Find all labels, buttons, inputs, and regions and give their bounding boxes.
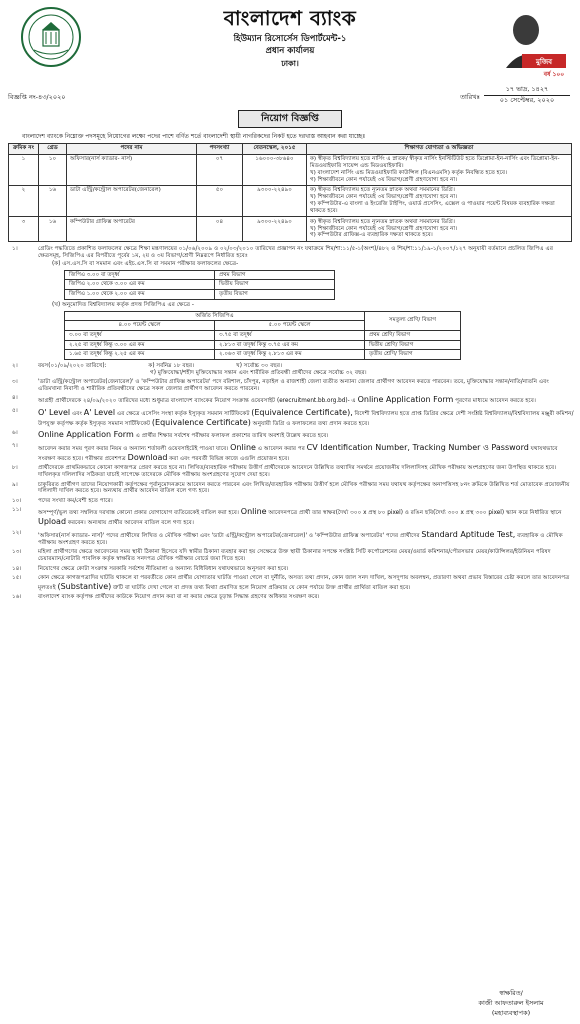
substantive-text: (Substantive) (57, 582, 112, 591)
item-number: ১৩। (12, 549, 22, 556)
item-number: ১২। (12, 529, 22, 536)
item-text: এ আবেদন করার পর (257, 445, 305, 452)
city-name: ঢাকা। (281, 59, 299, 68)
mujib-borsho-portrait (496, 8, 570, 80)
col-qualification: শিক্ষাগত যোগ্যতা ও অভিজ্ঞতা (307, 143, 572, 154)
cell-scale: ৯৩০০-২২৪৯০ (243, 217, 307, 241)
download-text: Download (127, 452, 168, 462)
cgpa-cell: ৩.৭৫ বা তদূর্ধ্ব (215, 330, 365, 340)
condition-item (6, 507, 574, 527)
table-row (65, 350, 461, 360)
gpa-table (64, 270, 335, 300)
item-text: ত্রুটি বা ঘাটতি দেখা গেলে বা প্রদত্ত তথ্য মিথ্যা প্রমাণিত হলে নিয়োগ প্রক্রিয়ার যে কোন পর্যায়ে উক্ত প্রার্থীর প্রার্থিতা বাতিল করা হবে। (113, 585, 411, 591)
intro-text: বাংলাদেশ ব্যাংকে নিম্নোক্ত পদসমূহে নিয়োগের লক্ষ্যে পদের পাশে বর্ণিত শর্তে বাংলাদেশী স্থায়ী নাগরিকদের নিকট হতে দরখাস্ত আহবান করা যাচ্ছেঃ (22, 132, 366, 140)
qualification-line: খ) শিক্ষাজীবনে কোন পর্যায়েই ৩য় বিভাগ/শ্রেণী গ্রহণযোগ্য হবে না। (310, 194, 458, 201)
item-text: পূরণের মাধ্যমে আবেদন করতে হবে। (455, 398, 536, 405)
signatory-name: কাজী আফতারুল ইসলাম (478, 999, 544, 1008)
item-text: মহিলা প্রার্থীগণের ক্ষেত্রে আবেদনের সময় স্থায়ী ঠিকানা হিসেবে যদি স্বামীর ঠিকানা ব্যবহার করা হয় সেক্ষেত্রে উক্ত স্থায়ী ঠিকানার সপক্ষে সংশ্লিষ্ট সিটি কর্পোরেশনের মেয়র/ওয়ার্ড কমিশনার/পৌরসভার মেয়র/কাউন্সিলর/ইউনিয়ন পরিষদ চেয়ারম্যান/নোটারি পাবলিক কর্তৃক স্বাক্ষরিত সনদপত্র মৌখিক পরীক্ষার বোর্ডে জমা দিতে হবে। (38, 549, 551, 563)
table-row (65, 270, 335, 280)
date-label: তারিখঃ (460, 93, 480, 101)
item-text: যথাযথভাবে সংরক্ষণ করতে হবে। পরীক্ষার প্রবেশপত্র (38, 445, 558, 462)
item-text: আবেদনপত্রে প্রার্থী তার স্বাক্ষর(দৈর্ঘ্য ৩০০ x প্রস্থ ৮০ pixel) ও রঙিন ছবি(দৈর্ঘ্য ৩০০ x প্রস্থ ৩০০ pixel) স্ক্যান করে নির্ধারিত স্থানে (268, 510, 562, 517)
cell-qualification (307, 154, 572, 185)
item-text: আবেদন করার সময় পূরণ করার নিয়ম ও অন্যান্য শর্তাবলী ওয়েবসাইটেই পাওয়া যাবে। (38, 445, 229, 452)
credentials-text: CV Identification Number, Tracking Number ও Password (306, 442, 529, 452)
cell-grade: ১০ (39, 154, 67, 185)
cell-serial: ১ (9, 154, 39, 185)
svg-text:বর্ষ ১০০: বর্ষ ১০০ (543, 71, 565, 78)
memo-number: বিজ্ঞপ্তি নং-৪৩/২০২০ (8, 93, 66, 101)
gpa-range: জিপিএ ১.০০ থেকে ২.০০ এর কম (65, 289, 215, 299)
age-min: ক) সর্বনিম্ন ১৮ বছর। (148, 362, 195, 369)
cgpa-table (64, 311, 461, 361)
o-level-text: O' Level (38, 407, 71, 417)
qualification-line: ক) স্বীকৃত বিশ্ববিদ্যালয় হতে ন্যূনতম স্নাতক অথবা সমমানের ডিগ্রি। (310, 187, 455, 194)
item-text: চাকুরিরত প্রার্থীগণ তাদের নিয়োগকারী কর্তৃপক্ষের পূর্বানুমোদনক্রমে আবেদন করতে পারবেন এবং লিখিত/ব্যবহারিক পরীক্ষায় উত্তীর্ণ হলে মৌখিক পরীক্ষার সময় যথাযথ কর্তৃপক্ষের অনাপত্তিসহ ৮নং ক্রমিকে উল্লিখিত শর্ত মোতাবেক প্রয়োজনীয় দলিলাদী দাখিল করতে হবে। অন্যথায় প্রার্থীর আবেদন বাতিল বলে গণ্য হবে। (38, 481, 570, 495)
cgpa-cell: প্রথম শ্রেণি/ বিভাগ (365, 330, 461, 340)
cgpa-cell: তৃতীয় শ্রেণি/ বিভাগ (365, 350, 461, 360)
cgpa-header: অর্জিত সিজিপিএ (65, 311, 365, 321)
cell-serial: ৩ (9, 217, 39, 241)
item-text: এর ক্ষেত্রে এসেসিং সংস্থা কর্তৃক ইস্যুকৃত সমমান সার্টিফিকেট (116, 410, 250, 417)
table-row (65, 340, 461, 350)
col-post: পদের নাম (67, 143, 197, 154)
table-row (65, 280, 335, 290)
condition-item (6, 566, 574, 573)
qualification-line: ক) স্বীকৃত বিশ্ববিদ্যালয় হতে নার্সিং এ স্নাতক/ স্বীকৃত নার্সিং ইনস্টিটিউট হতে ডিপ্লোমা-ইন-নার্সিং এবং ডিপ্লোমা-ইন-মিডওয়াইফারি সায়েন্স এন্ড মিডওয়াইফারি। (310, 156, 560, 170)
item-text: অসম্পূর্ণ/ভুল তথ্য সম্বলিত দরখাস্ত কোনো প্রকার যোগাযোগ ব্যতিরেকেই বাতিল করা হবে। (38, 510, 239, 517)
svg-text:মুজিব: মুজিব (535, 58, 553, 66)
item-number: ১০। (12, 497, 22, 504)
condition-item (6, 465, 574, 479)
cell-serial: ২ (9, 185, 39, 216)
equivalence-text: (Equivalence Certificate) (151, 417, 251, 427)
condition-item (6, 594, 574, 601)
age-label: বয়স(০১/০৯/২০২০ তারিখে): (38, 362, 107, 369)
qualification-line: গ) কম্পিউটার গ্রাফিক্স-এ ব্যবহারিক দক্ষতা থাকতে হবে। (310, 232, 433, 239)
condition-item (6, 530, 574, 547)
letterhead (6, 4, 574, 108)
cell-count: ০৭ (197, 154, 243, 185)
item-text: কোন ক্ষেত্রে কাগজপত্রাদির ঘাটতি থাকলে বা পরবর্তীতে কোন প্রার্থীর যোগ্যতার ঘাটতি পাওয়া গেলে বা দুর্নীতি, অসত্য তথ্য প্রদান, কোন জাল সনদ দাখিল, অসদুপায় অবলম্বন, প্রতারণা অথবা প্রভাব বিস্তারের চেষ্টা করলে তার আবেদনপত্র মূলতঃই (38, 575, 570, 591)
online-text: Online (230, 442, 256, 452)
item-number: ৪। (12, 395, 18, 402)
online-form-name: Online Application Form (38, 430, 134, 440)
cgpa-scale5-header: ৫.০০ পয়েন্ট স্কেলে (215, 321, 365, 331)
cell-count: ০৪ (197, 217, 243, 241)
gpa-division: তৃতীয় বিভাগ (215, 289, 335, 299)
website-link[interactable]: (erecruitment.bb.org.bd)- এ (276, 398, 356, 405)
table-row (9, 185, 572, 216)
cgpa-cell: ২.০৬৩ বা তদূর্ধ্ব কিন্তু ২.৮১৩ এর কম (215, 350, 365, 360)
online-form-name: Online Application Form (357, 395, 454, 405)
item-text: এ প্রার্থীর শিক্ষার সর্বশেষ পরীক্ষার ফলাফল প্রকাশের তারিখ অবশ্যই উল্লেখ করতে হবে। (135, 433, 329, 440)
gpa-range: জিপিএ ৩.০০ বা তদূর্ধ্ব (65, 270, 215, 280)
item-number: ১১। (12, 507, 22, 514)
cgpa-cell: ২.৮১৩ বা তদূর্ধ্ব কিন্তু ৩.৭৫ এর কম (215, 340, 365, 350)
qualification-line: খ) শিক্ষাজীবনে কোন পর্যায়েই ৩য় বিভাগ/শ্রেণী গ্রহণযোগ্য হবে না। (310, 225, 458, 232)
cell-grade: ১৬ (39, 217, 67, 241)
table-header-row (9, 143, 572, 154)
condition-item (6, 246, 574, 360)
condition-item (6, 482, 574, 496)
cgpa-cell: ৩.০০ বা তদূর্ধ্ব (65, 330, 215, 340)
item-text: করা এবং পরবর্তী বিভিন্ন কাজে এগুলি প্রয়োজন হবে। (169, 455, 290, 462)
item-number: ১৪। (12, 565, 22, 572)
upload-text: Upload (38, 517, 67, 527)
equivalence-text: (Equivalence Certificate), (251, 407, 353, 417)
item-number: ১৫। (12, 575, 22, 582)
cell-post: কম্পিউটার গ্রাফিক্স অপারেটর (67, 217, 197, 241)
signatory-designation: (মহাব্যবস্থাপক) (491, 1009, 531, 1018)
table-header-row (65, 311, 461, 321)
aptitude-test-text: Standard Aptitude Test, (421, 529, 516, 539)
cgpa-cell: ১.৬৫ বা তদূর্ধ্ব কিন্তু ২.২৫ এর কম (65, 350, 215, 360)
cell-count: ৫০ (197, 185, 243, 216)
item-number: ৮। (12, 465, 18, 472)
condition-item (6, 395, 574, 405)
cell-post: ডাটা এন্ট্রি/কন্ট্রোল অপারেটর(জেনারেল) (67, 185, 197, 216)
cell-scale: ৯৩০০-২২৪৯০ (243, 185, 307, 216)
qualification-line: খ) বাংলাদেশ নার্সিং এন্ড মিডওয়াইফারি কাউন্সিল (বিএনএমসি) কর্তৃক নিবন্ধিত হতে হবে। (310, 169, 507, 176)
gpa-division: প্রথম বিভাগ (215, 270, 335, 280)
cgpa-cell: দ্বিতীয় শ্রেণি/ বিভাগ (365, 340, 461, 350)
cgpa-scale4-header: ৪.০০ পয়েন্ট স্কেলে (65, 321, 215, 331)
notice-title: নিয়োগ বিজ্ঞপ্তি (238, 110, 342, 128)
condition-item (6, 379, 574, 393)
age-relaxation: গ) মুক্তিযোদ্ধা/শহীদ মুক্তিযোদ্ধার সন্তান এবং শারীরিক প্রতিবন্ধী প্রার্থীদের ক্ষেত্রে সর্বোচ্চ ৩২ বছর। (150, 369, 367, 376)
table-row (65, 330, 461, 340)
cell-qualification (307, 185, 572, 216)
qualification-line: গ) শিক্ষাজীবনে কোন পর্যায়েই ৩য় বিভাগ/শ্রেণী গ্রহণযোগ্য হবে না। (310, 176, 458, 183)
posts-table (8, 143, 572, 242)
item-number: ৩। (12, 378, 18, 385)
col-grade: গ্রেড (39, 143, 67, 154)
item-text: আগ্রহী প্রার্থীদেরকে ২৪/০৯/২০২০ তারিখের মধ্যে শুধুমাত্র বাংলাদেশ ব্যাংকের নিয়োগ সংক্রান্ত ওয়েবসাইট (38, 398, 276, 405)
item-text: ব্যবহারিক ও মৌখিক পরীক্ষায় অংশগ্রহণ করতে হবে। (38, 532, 563, 546)
date-bangla: ১৭ ভাদ্র, ১৪২৭ (484, 86, 570, 96)
col-scale: বেতনস্কেল, ২০১৫ (243, 143, 307, 154)
date-box (484, 86, 570, 105)
item-text: অনুযায়ী ডিগ্রি ও ফলাফলের তথ্য প্রদান করতে হবে। (252, 420, 370, 427)
table-row (65, 289, 335, 299)
item-text: এবং (71, 410, 82, 417)
cell-qualification (307, 217, 572, 241)
item-number: ৭। (12, 442, 18, 449)
item-text: 'ডাটা এন্ট্রি/কন্ট্রোল অপারেটর(জেনারেল)' ও 'কম্পিউটার গ্রাফিক্স অপারেটর' পদে বরিশাল, চাঁদপুর, নড়াইল ও রাজশাহী জেলা ব্যতীত অন্যান্য জেলার প্রার্থীগণ আবেদন করতে পারবেন। তবে, মুক্তিযোদ্ধার সন্তান/নাতি/নাতনি এবং এতিমখানা নিবাসী ও শারীরিক প্রতিবন্ধীদের ক্ষেত্রে সকল জেলার প্রার্থীগণ আবেদন করতে পারবেন। (38, 378, 549, 392)
cell-scale: ১৬০০০-৩৮৬৪০ (243, 154, 307, 185)
signature-block (456, 990, 566, 1020)
department-name: হিউম্যান রিসোর্সেস ডিপার্টমেন্ট-১ (233, 34, 347, 44)
item-text: পদের সংখ্যা কম/বেশী হতে পারে। (38, 497, 113, 504)
condition-item (6, 498, 574, 505)
age-max: খ) সর্বোচ্চ ৩০ বছর। (236, 362, 282, 369)
item-text: 'অফিসার(নার্স ক্যাডার- নার্স)' পদের প্রার্থীদের লিখিত ও মৌখিক পরীক্ষা এবং 'ডাটা এন্ট্রি/কন্ট্রোল অপারেটর(জেনারেল)' ও 'কম্পিউটার গ্রাফিক্স অপারেটর' পদের প্রার্থীদের (38, 532, 420, 539)
item-number: ৬। (12, 430, 18, 437)
col-count: পদসংখ্যা (197, 143, 243, 154)
item-number: ১৬। (12, 594, 22, 601)
bank-name: বাংলাদেশ ব্যাংক (223, 6, 357, 30)
circular-page (6, 4, 574, 1020)
item-text: করবেন। অন্যথায় প্রার্থীর আবেদন বাতিল বলে গণ্য হবে। (67, 520, 194, 527)
col-serial: ক্রমিক নং (9, 143, 39, 154)
item-number: ৯। (12, 481, 18, 488)
condition-item (6, 408, 574, 428)
online-text: Online (240, 507, 267, 517)
item-text: বাংলাদেশ ব্যাংক কর্তৃপক্ষ প্রার্থীদের কাউকে নিয়োগ প্রদান করা বা না করার ক্ষেত্রে চূড়ান্ত সিদ্ধান্ত গ্রহণের অধিকার সংরক্ষণ করে। (38, 594, 320, 601)
conditions-list (6, 246, 574, 602)
item-number: ১। (12, 245, 18, 252)
condition-item (6, 363, 574, 377)
table-row (9, 217, 572, 241)
signature-label: স্বাক্ষরিত/ (499, 989, 523, 998)
cgpa-equivalent-header: সমতুল্য শ্রেণি/ বিভাগ (365, 311, 461, 330)
cgpa-cell: ২.২৫ বা তদূর্ধ্ব কিন্তু ৩.০০ এর কম (65, 340, 215, 350)
condition-item (6, 430, 574, 440)
item-text: বিদেশী বিশ্ববিদ্যালয় হতে প্রাপ্ত ডিগ্রির ক্ষেত্রে দেশী সংশ্লিষ্ট বিশ্ববিদ্যালয়/বিশ্ববিদ্যালয় মঞ্জুরী কমিশন/উপযুক্ত কর্তৃপক্ষ কর্তৃক ইস্যুকৃত সমমান সার্টিফিকেট (38, 410, 574, 427)
gpa-range: জিপিএ ২.০০ থেকে ৩.০০ এর কম (65, 280, 215, 290)
gpa-division: দ্বিতীয় বিভাগ (215, 280, 335, 290)
item-number: ৫। (12, 407, 18, 414)
item-number: ২। (12, 362, 18, 369)
ssc-hsc-heading: (ক) এস.এস.সি বা সমমান এবং এইচ.এস.সি বা সমমান পরীক্ষার ফলাফলের ক্ষেত্রে- (52, 260, 239, 267)
table-row (9, 154, 572, 185)
cell-post: অফিসার(নার্স ক্যাডার- নার্স) (67, 154, 197, 185)
cell-grade: ১৬ (39, 185, 67, 216)
condition-item (6, 549, 574, 563)
condition-item (6, 443, 574, 463)
office-name: প্রধান কার্যালয় (265, 46, 315, 56)
date-english: ০১ সেপ্টেম্বর, ২০২০ (499, 95, 555, 104)
item-text: গ্রেডিং পদ্ধতিতে প্রকাশিত ফলাফলের ক্ষেত্রে শিক্ষা মন্ত্রণালয়ের ০১/০৬/২০০৯ ও ০২/০৩/২০১০ তারিখের প্রজ্ঞাপন নং যথাক্রমে শিম/শা:১১/৫-১(অংশ)/৪৮২ ও শিম/শা:১১/১৯-১/২০০৭/১২৭ অনুযায়ী বর্তমানে প্রচলিত জিপিএ এর ক্ষেত্রসমূহ, সিজিপিএ এর বিপরীতে পূর্বের ১ম, ২য় ও ৩য় বিভাগ/শ্রেণী নিম্নরূপে নির্ধারিত হবেঃ (38, 245, 553, 259)
item-text: নিয়োগের ক্ষেত্রে কোটা সংক্রান্ত সরকারি সর্বশেষ নীতিমালা ও অন্যান্য বিধিবিধান যথাযথভাবে অনুসরণ করা হবে। (38, 565, 289, 572)
condition-item (6, 575, 574, 592)
a-level-text: A' Level (83, 407, 116, 417)
cgpa-heading: (খ) অনুমোদিত বিশ্ববিদ্যালয় কর্তৃক প্রদত্ত সিজিপিএ এর ক্ষেত্রে - (52, 301, 194, 308)
qualification-line: গ) কম্পিউটার-এ বাংলা ও ইংরেজি টাইপিং, ওয়ার্ড প্রসেসিং, এক্সেল ও পাওয়ার পয়েন্ট বিষয়ক ব্যবহারিক দক্ষতা থাকতে হবে। (310, 201, 555, 214)
qualification-line: ক) স্বীকৃত বিশ্ববিদ্যালয় হতে ন্যূনতম স্নাতক অথবা সমমানের ডিগ্রি। (310, 218, 455, 225)
item-text: প্রার্থীদেরকে প্রাথমিকভাবে কোনো কাগজপত্র প্রেরণ করতে হবে না। লিখিত/ব্যবহারিক পরীক্ষায় উত্তীর্ণ প্রার্থীদেরকে আবেদনে উল্লিখিত তথ্যাদির সমর্থনে প্রয়োজনীয় দলিলাদিসহ মৌখিক পরীক্ষায় অংশগ্রহণের জন্য উপস্থিত থাকতে হবে। দাখিলকৃত দলিলাদির সঠিকতা যাচাই সাপেক্ষে তাদেরকে মৌখিক পরীক্ষায় অংশগ্রহণের সুযোগ দেয়া হবে। (38, 465, 557, 479)
